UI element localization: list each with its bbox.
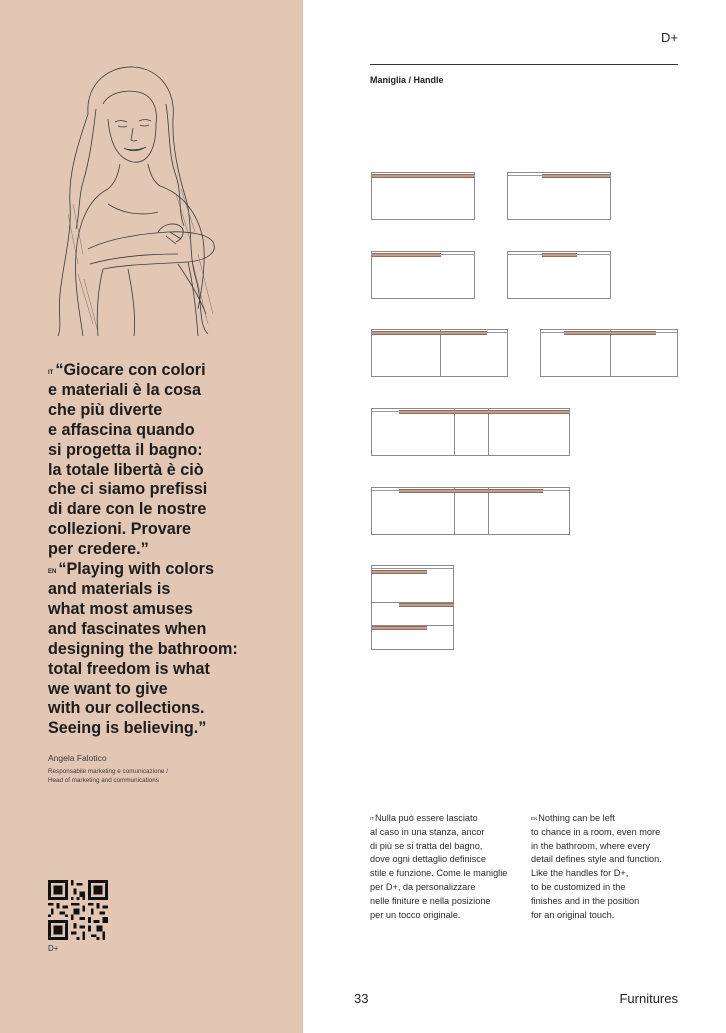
quote-line: che ci siamo prefissi bbox=[48, 480, 208, 499]
handle bbox=[542, 174, 611, 178]
body-line: di più se si tratta del bagno, bbox=[370, 840, 483, 851]
body-line: $^{EN}$Nothing can be left bbox=[531, 813, 615, 823]
body-line: to be customized in the bbox=[531, 881, 626, 892]
body-line: $^{IT}$Nulla può essere lasciato bbox=[370, 813, 478, 823]
body-text-italian bbox=[370, 812, 525, 922]
cabinet-diagram bbox=[371, 329, 508, 377]
body-line: per D+, da personalizzare bbox=[370, 881, 476, 892]
quote-line: total freedom is what bbox=[48, 659, 210, 678]
quote-line: si progetta il bagno: bbox=[48, 440, 203, 459]
quote-line: $^{EN}$ “Playing with colors bbox=[48, 560, 214, 579]
body-line: finishes and in the position bbox=[531, 895, 640, 906]
cabinet-diagram bbox=[371, 487, 570, 535]
body-line: in the bathroom, where every bbox=[531, 840, 650, 851]
cabinet-diagram bbox=[371, 565, 454, 650]
portrait-sketch bbox=[48, 64, 223, 336]
cabinet-diagram bbox=[371, 408, 570, 456]
left-panel bbox=[0, 0, 303, 1033]
en-language-tag: EN bbox=[531, 816, 538, 821]
quote-line: $^{IT}$ “Giocare con colori bbox=[48, 361, 206, 379]
handle bbox=[372, 331, 487, 335]
handle bbox=[399, 489, 543, 493]
handle bbox=[372, 253, 441, 257]
top-divider bbox=[370, 64, 678, 65]
handle bbox=[399, 410, 570, 414]
handle bbox=[372, 174, 475, 178]
cabinet-diagram bbox=[507, 251, 611, 299]
quote-line: la totale libertà è ciò bbox=[48, 460, 204, 479]
body-line: dove ogni dettaglio definisce bbox=[370, 854, 486, 865]
quote-line: che più diverte bbox=[48, 400, 163, 419]
qr-label: D+ bbox=[48, 944, 59, 953]
qr-code-icon[interactable] bbox=[48, 880, 108, 940]
handle bbox=[372, 626, 427, 630]
handle bbox=[542, 253, 577, 257]
quote-line: di dare con le nostre bbox=[48, 500, 207, 519]
author-name: Angela Falotico bbox=[48, 753, 107, 763]
handle bbox=[372, 570, 427, 574]
cabinet-diagram bbox=[507, 172, 611, 220]
cabinet-diagram bbox=[371, 172, 475, 220]
cabinet-diagram bbox=[371, 251, 475, 299]
en-language-tag: EN bbox=[48, 569, 57, 576]
quote-line: Seeing is believing.” bbox=[48, 719, 207, 738]
handle bbox=[564, 331, 656, 335]
quote-line: per credere.” bbox=[48, 540, 149, 559]
body-line: nelle finiture e nella posizione bbox=[370, 895, 491, 906]
footer-title: Furnitures bbox=[619, 991, 678, 1006]
quote-line: and fascinates when bbox=[48, 619, 207, 638]
author-role: Responsabile marketing e comunicazione / Head of marketing and communications bbox=[48, 768, 169, 784]
body-line: Like the handles for D+, bbox=[531, 868, 629, 879]
quote-line: designing the bathroom: bbox=[48, 639, 238, 658]
pull-quote bbox=[48, 361, 288, 739]
body-line: detail defines style and function. bbox=[531, 854, 662, 865]
it-language-tag: IT bbox=[370, 816, 374, 821]
body-text-english bbox=[531, 812, 686, 922]
cabinet-diagram bbox=[540, 329, 678, 377]
body-line: stile e funzione. Come le maniglie bbox=[370, 868, 508, 879]
it-language-tag: IT bbox=[48, 370, 54, 376]
page-number: 33 bbox=[354, 991, 369, 1006]
quote-line: e affascina quando bbox=[48, 420, 195, 439]
body-line: per un tocco originale. bbox=[370, 909, 461, 920]
quote-line: collezioni. Provare bbox=[48, 520, 192, 539]
quote-line: and materials is bbox=[48, 579, 171, 598]
quote-line: e materiali è la cosa bbox=[48, 380, 201, 399]
quote-line: with our collections. bbox=[48, 699, 205, 718]
quote-line: we want to give bbox=[48, 679, 168, 698]
body-line: to chance in a room, even more bbox=[531, 826, 661, 837]
handle bbox=[399, 603, 454, 607]
body-line: for an original touch. bbox=[531, 909, 615, 920]
body-line: al caso in una stanza, ancor bbox=[370, 826, 485, 837]
brand-label: D+ bbox=[661, 30, 678, 45]
quote-line: what most amuses bbox=[48, 599, 193, 618]
section-title: Maniglia / Handle bbox=[370, 75, 444, 85]
